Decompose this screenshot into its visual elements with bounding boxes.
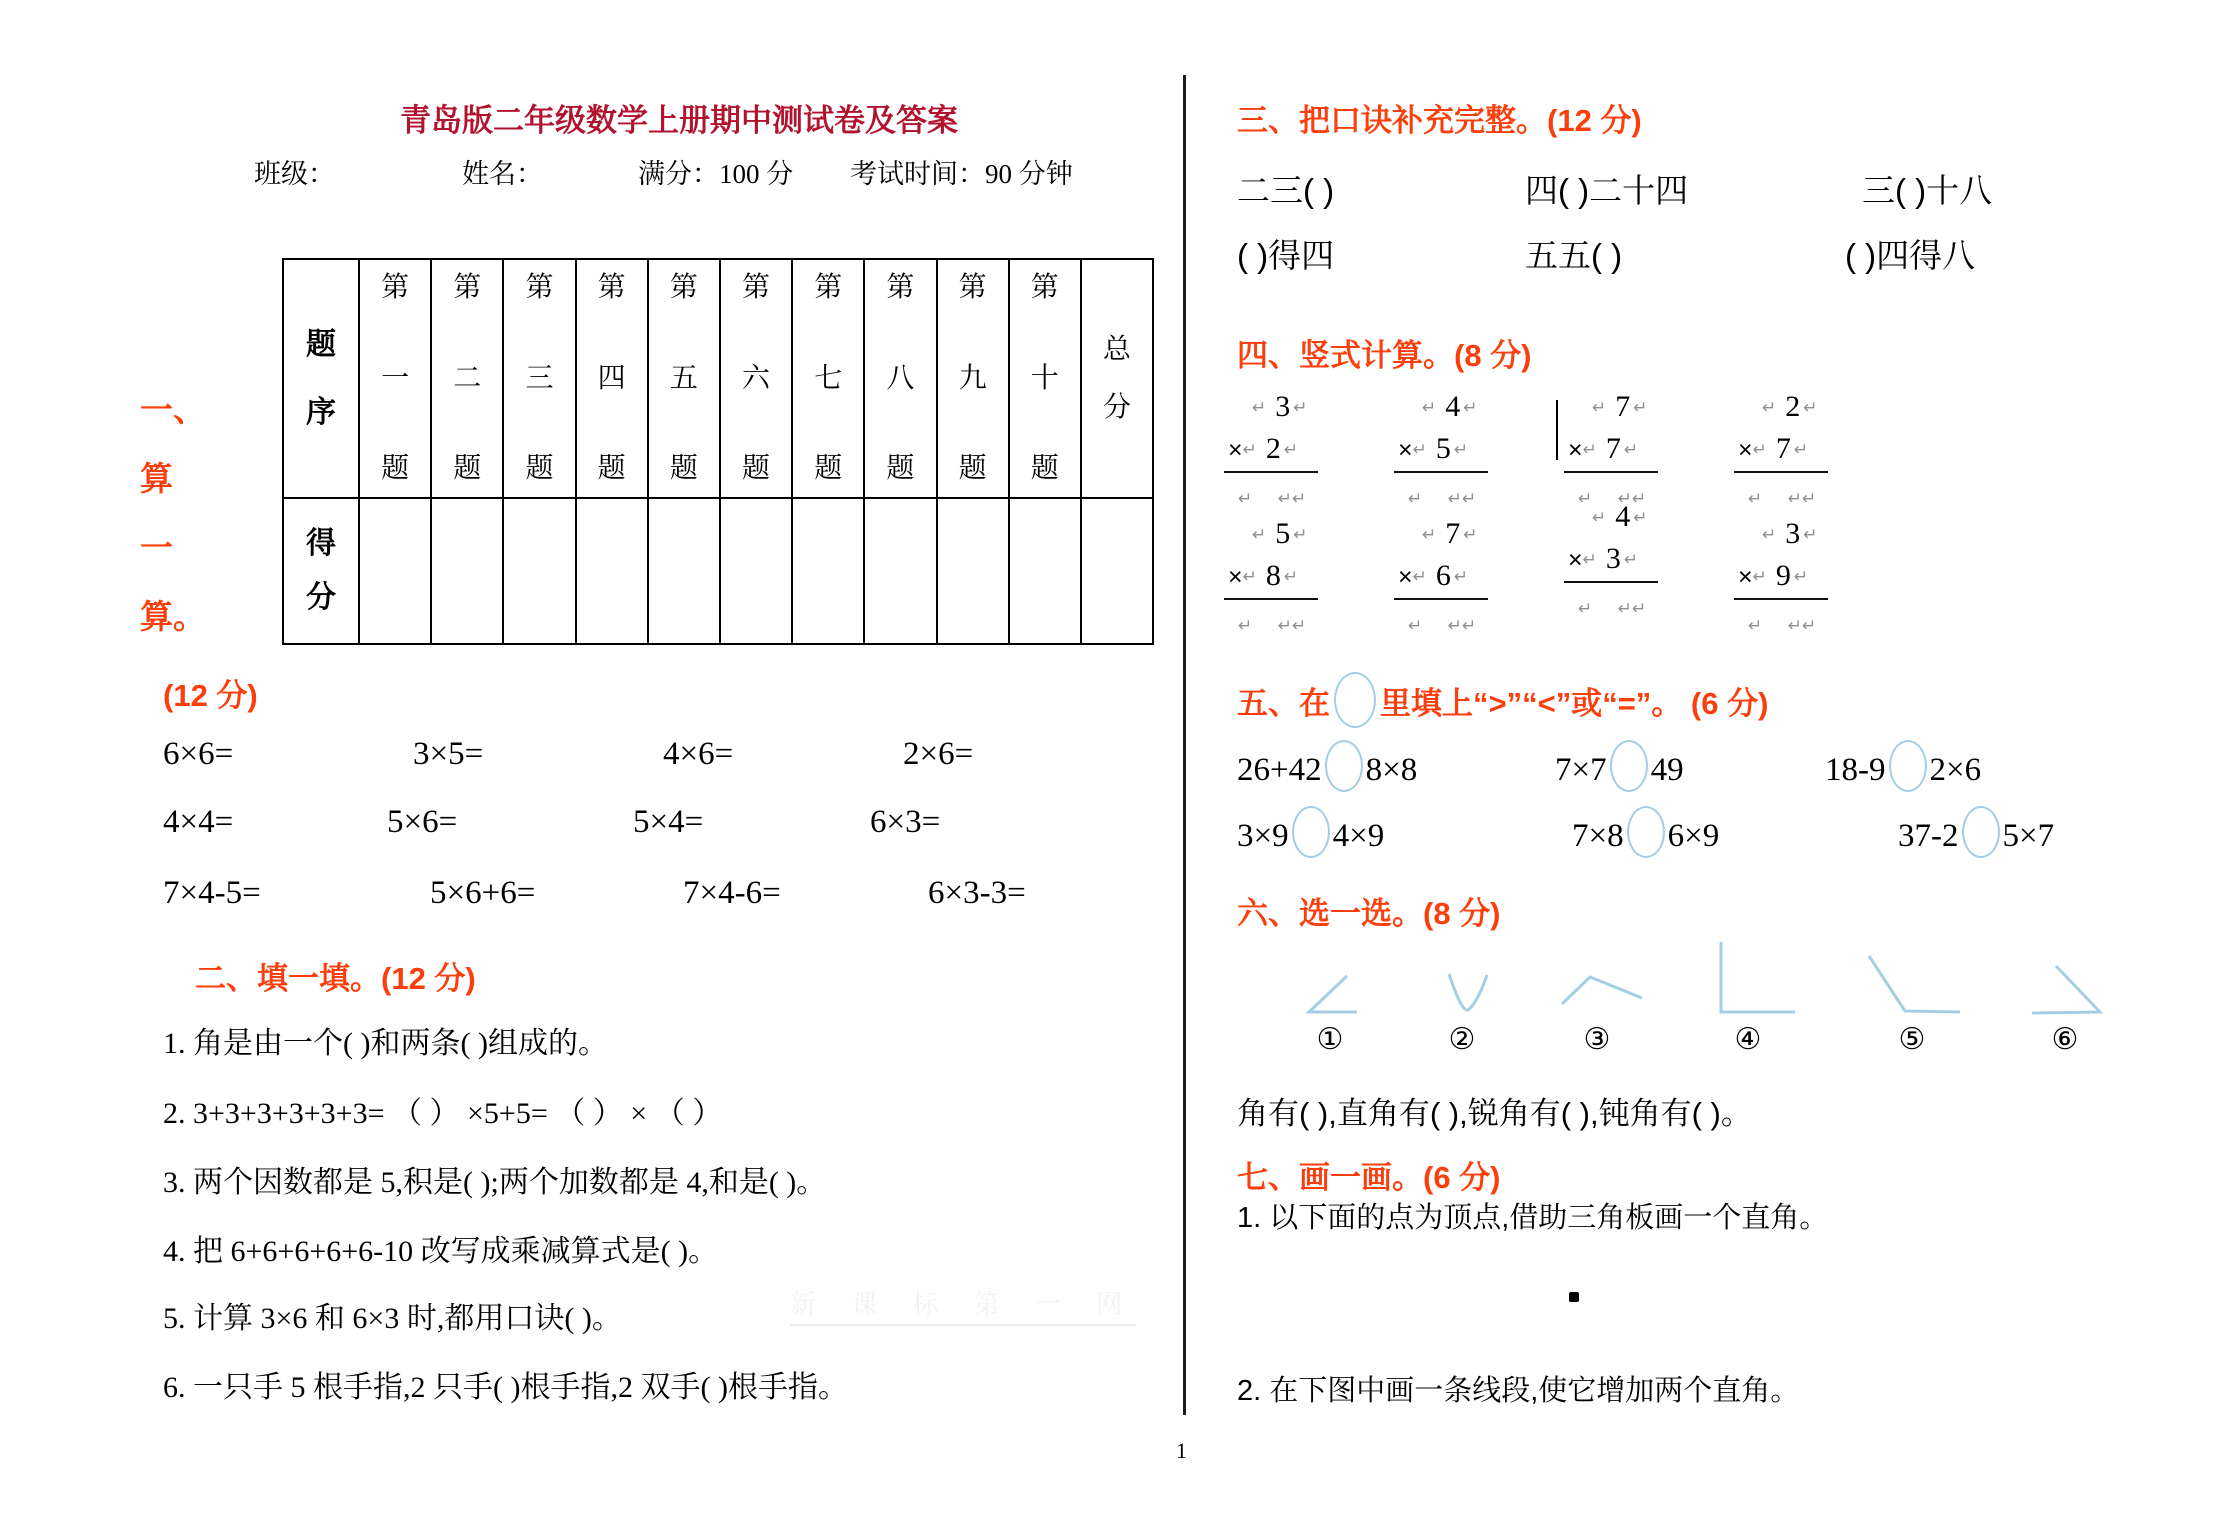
vertical-char: 题 — [306, 327, 336, 361]
pilcrow-mark: ↵↵ — [1447, 489, 1477, 509]
pilcrow-mark: ↵ — [1412, 567, 1427, 587]
pilcrow-mark: ↵↵ — [1277, 616, 1307, 636]
figure-label: ⑤ — [1898, 1023, 1926, 1056]
watermark: 新 课 标 第 一 网 — [790, 1284, 1136, 1326]
vertical-char: 分 — [1102, 391, 1131, 423]
vertical-calc — [1568, 500, 1678, 625]
vcalc-multiply-line — [1738, 559, 1848, 595]
comparison-item — [1237, 740, 1417, 792]
vertical-char: 总 — [1102, 333, 1131, 365]
pilcrow-mark: ↵ — [1293, 525, 1308, 545]
vcalc-bottom-number: 5 — [1435, 432, 1451, 465]
pilcrow-mark: ↵ — [1803, 398, 1818, 418]
figure-label: ③ — [1583, 1023, 1611, 1056]
angle-figure-6-acute-right — [2030, 964, 2104, 1016]
section1-title-char: 算。 — [140, 598, 206, 635]
vcalc-multiply-line — [1228, 432, 1338, 468]
vcalc-top-number: 7 — [1615, 390, 1631, 423]
vcalc-top-number: 3 — [1785, 517, 1801, 550]
score-table-empty-cell — [430, 499, 502, 643]
pilcrow-mark: ↵ — [1748, 489, 1788, 509]
vcalc-top-line — [1568, 500, 1678, 542]
score-table-column — [358, 260, 430, 497]
vcalc-top-line — [1228, 517, 1338, 559]
mnemonic-item: ( )得四 — [1237, 237, 1335, 274]
vertical-char: 分 — [306, 581, 336, 614]
pilcrow-mark: ↵ — [1238, 616, 1278, 636]
vertical-char: 题 — [669, 453, 698, 484]
comparison-left: 18-9 — [1825, 752, 1886, 788]
section7-item1: 1. 以下面的点为顶点,借助三角板画一个直角。 — [1237, 1202, 1829, 1234]
vertical-char: 题 — [381, 453, 410, 484]
pilcrow-mark: ↵↵ — [1447, 616, 1477, 636]
vcalc-rule — [1394, 598, 1488, 600]
vcalc-bottom-number: 9 — [1775, 559, 1791, 592]
vertical-char: 题 — [1030, 453, 1059, 484]
vertical-char: 五 — [669, 362, 698, 394]
section6-figures — [1237, 938, 2217, 1022]
angle-figure-4-right — [1718, 940, 1798, 1016]
vcalc-multiply-line — [1398, 432, 1508, 468]
comparison-item — [1898, 806, 2054, 858]
vertical-calc — [1228, 517, 1338, 642]
vertical-char: 题 — [886, 453, 915, 484]
fill-in-question: 5. 计算 3×6 和 6×3 时,都用口诀( )。 — [163, 1302, 622, 1335]
angle-figure-3-obtuse-up — [1560, 974, 1644, 1010]
score-table-column — [1008, 260, 1080, 497]
score-table-column — [575, 260, 647, 497]
section1-vertical-title — [140, 393, 206, 669]
fill-in-question: 2. 3+3+3+3+3+3= （ ） ×5+5= （ ） × （ ） — [163, 1097, 723, 1130]
section5-title — [1237, 672, 1768, 728]
vertical-char: 第 — [958, 272, 987, 303]
section5-title-pre: 五、在 — [1237, 686, 1330, 721]
score-table-empty-cell — [863, 499, 935, 643]
pilcrow-mark: ↵ — [1293, 398, 1308, 418]
score-table-empty-cell — [358, 499, 430, 643]
pilcrow-mark: ↵ — [1408, 489, 1448, 509]
math-problem: 4×6= — [663, 736, 734, 772]
fill-in-question: 4. 把 6+6+6+6+6-10 改写成乘减算式是( )。 — [163, 1235, 719, 1268]
pilcrow-mark: ↵ — [1578, 489, 1618, 509]
vcalc-top-line — [1398, 390, 1508, 432]
vertical-char: 八 — [886, 362, 915, 394]
vertical-calc — [1738, 517, 1848, 642]
section7-title: 七、画一画。(6 分) — [1237, 1160, 1501, 1195]
score-table-score-row — [284, 499, 1152, 643]
score-table-column — [1080, 260, 1152, 497]
pilcrow-mark: ↵ — [1453, 440, 1469, 460]
vcalc-multiply-line — [1398, 559, 1508, 595]
multiply-sign: × — [1568, 546, 1583, 574]
column-divider — [1183, 75, 1186, 1415]
vcalc-top-line — [1228, 390, 1338, 432]
score-table-empty-cell — [791, 499, 863, 643]
pilcrow-mark: ↵ — [1238, 489, 1278, 509]
vertex-dot — [1569, 1292, 1579, 1302]
vertical-char: 得 — [306, 527, 336, 560]
math-problem: 6×6= — [163, 736, 234, 772]
score-table-column — [863, 260, 935, 497]
vertical-char: 第 — [814, 272, 843, 303]
blank-circle-icon — [1610, 740, 1648, 792]
score-table-column — [647, 260, 719, 497]
comparison-item — [1825, 740, 1981, 792]
vertical-char: 序 — [306, 395, 336, 429]
section5-comparisons — [1237, 740, 2217, 880]
vcalc-bottom-number: 7 — [1605, 432, 1621, 465]
vertical-char: 第 — [453, 272, 482, 303]
section5-title-post: 里填上“>”“<”或“=”。 (6 分) — [1380, 686, 1769, 721]
page-number: 1 — [1176, 1438, 1187, 1463]
mnemonic-item: 四( )二十四 — [1525, 172, 1689, 209]
blank-circle-icon — [1334, 672, 1376, 728]
multiply-sign: × — [1568, 436, 1583, 464]
section1-points: (12 分) — [163, 678, 258, 713]
vcalc-answer-line — [1738, 481, 1848, 515]
section1-title-char: 一 — [140, 529, 173, 566]
math-problem: 6×3= — [870, 804, 941, 840]
score-table-empty-cell — [1008, 499, 1080, 643]
vertical-char: 第 — [381, 272, 410, 303]
figure-label: ④ — [1734, 1023, 1762, 1056]
comparison-right: 8×8 — [1365, 752, 1418, 788]
vertical-char: 二 — [453, 362, 482, 394]
pilcrow-mark: ↵ — [1592, 508, 1607, 528]
pilcrow-mark: ↵↵ — [1277, 489, 1307, 509]
vcalc-answer-line — [1738, 608, 1848, 642]
section4-problems — [1228, 390, 2208, 660]
math-problem: 5×4= — [633, 804, 704, 840]
comparison-left: 7×8 — [1572, 818, 1624, 854]
score-table-header-row — [284, 260, 1152, 499]
mnemonic-item: 二三( ) — [1237, 172, 1335, 209]
vertical-char: 十 — [1030, 362, 1059, 394]
pilcrow-mark: ↵↵ — [1787, 489, 1817, 509]
vcalc-bottom-number: 6 — [1435, 559, 1451, 592]
section6-figure-labels — [1237, 1022, 2217, 1062]
vertical-char: 三 — [525, 362, 554, 394]
name-label: 姓名： — [462, 159, 543, 189]
pilcrow-mark: ↵ — [1408, 616, 1448, 636]
vertical-calc — [1398, 390, 1508, 515]
fill-in-question: 6. 一只手 5 根手指,2 只手( )根手指,2 双手( )根手指。 — [163, 1371, 848, 1404]
blank-circle-icon — [1962, 806, 2000, 858]
comparison-right: 5×7 — [2002, 818, 2055, 854]
pilcrow-mark: ↵ — [1252, 525, 1267, 545]
pilcrow-mark: ↵ — [1463, 525, 1478, 545]
pilcrow-mark: ↵ — [1752, 440, 1767, 460]
vertical-char: 第 — [886, 272, 915, 303]
mnemonic-item: 五五( ) — [1525, 237, 1623, 274]
multiply-sign: × — [1398, 436, 1413, 464]
multiply-sign: × — [1228, 563, 1243, 591]
score-table-column — [936, 260, 1008, 497]
blank-circle-icon — [1292, 806, 1330, 858]
multiply-sign: × — [1228, 436, 1243, 464]
vcalc-top-number: 5 — [1275, 517, 1291, 550]
mnemonic-item: ( )四得八 — [1845, 237, 1976, 274]
pilcrow-mark: ↵ — [1793, 440, 1809, 460]
figure-label: ① — [1316, 1023, 1344, 1056]
comparison-right: 49 — [1650, 752, 1684, 788]
score-table — [282, 258, 1154, 645]
vcalc-bottom-number: 7 — [1775, 432, 1791, 465]
vertical-char: 题 — [525, 453, 554, 484]
comparison-left: 7×7 — [1555, 752, 1607, 788]
vcalc-rule — [1734, 598, 1828, 600]
score-table-empty-cell — [575, 499, 647, 643]
angle-figure-2-narrow — [1445, 972, 1491, 1014]
score-table-empty-cell — [719, 499, 791, 643]
fill-in-question: 3. 两个因数都是 5,积是( );两个加数都是 4,和是( )。 — [163, 1166, 827, 1199]
multiply-sign: × — [1738, 563, 1753, 591]
comparison-right: 6×9 — [1667, 818, 1720, 854]
score-table-column — [502, 260, 574, 497]
score-table-column — [791, 260, 863, 497]
vertical-char: 六 — [742, 362, 771, 394]
vertical-char: 题 — [453, 453, 482, 484]
pilcrow-mark: ↵ — [1283, 440, 1299, 460]
vcalc-rule — [1224, 471, 1318, 473]
vcalc-answer-line — [1228, 481, 1338, 515]
vcalc-rule — [1394, 471, 1488, 473]
section7-item2: 2. 在下图中画一条线段,使它增加两个直角。 — [1237, 1375, 1800, 1407]
section2-items — [163, 1018, 1173, 1438]
multiply-sign: × — [1738, 436, 1753, 464]
vertical-char: 七 — [814, 362, 843, 394]
section1-title-char: 一、 — [140, 391, 206, 428]
pilcrow-mark: ↵↵ — [1617, 599, 1647, 619]
pilcrow-mark: ↵ — [1748, 616, 1788, 636]
exam-time-label: 考试时间：90 分钟 — [850, 159, 1073, 189]
section2-title: 二、填一填。(12 分) — [195, 961, 476, 996]
vcalc-rule — [1564, 581, 1658, 583]
section1-problems — [163, 736, 1163, 916]
vcalc-top-number: 3 — [1275, 390, 1291, 423]
multiply-sign: × — [1398, 563, 1413, 591]
comparison-left: 37-2 — [1898, 818, 1959, 854]
vertical-char: 第 — [669, 272, 698, 303]
vertical-char: 题 — [597, 453, 626, 484]
vcalc-answer-line — [1398, 481, 1508, 515]
vertical-char: 四 — [597, 362, 626, 394]
vcalc-multiply-line — [1568, 542, 1678, 578]
pilcrow-mark: ↵ — [1422, 525, 1437, 545]
pilcrow-mark: ↵ — [1803, 525, 1818, 545]
vertical-char: 题 — [958, 453, 987, 484]
vertical-calc — [1398, 517, 1508, 642]
math-problem: 4×4= — [163, 804, 234, 840]
vertical-char: 第 — [742, 272, 771, 303]
pilcrow-mark: ↵ — [1412, 440, 1427, 460]
pilcrow-mark: ↵ — [1762, 398, 1777, 418]
figure-label: ② — [1448, 1023, 1476, 1056]
vcalc-answer-line — [1398, 608, 1508, 642]
comparison-item — [1555, 740, 1684, 792]
vcalc-top-line — [1568, 390, 1678, 432]
pilcrow-mark: ↵ — [1242, 567, 1257, 587]
pilcrow-mark: ↵ — [1762, 525, 1777, 545]
pilcrow-mark: ↵ — [1592, 398, 1607, 418]
fill-in-question: 1. 角是由一个( )和两条( )组成的。 — [163, 1027, 608, 1060]
pilcrow-mark: ↵ — [1752, 567, 1767, 587]
pilcrow-mark: ↵ — [1463, 398, 1478, 418]
vertical-char: 九 — [958, 362, 987, 394]
vcalc-multiply-line — [1738, 432, 1848, 468]
vcalc-answer-line — [1568, 591, 1678, 625]
class-label: 班级： — [254, 159, 335, 189]
angle-figure-1-acute — [1305, 974, 1357, 1016]
pilcrow-mark: ↵ — [1283, 567, 1299, 587]
math-problem: 7×4-5= — [163, 875, 261, 911]
comparison-right: 2×6 — [1929, 752, 1982, 788]
vcalc-multiply-line — [1228, 559, 1338, 595]
score-table-empty-cell — [1080, 499, 1152, 643]
vcalc-bottom-number: 3 — [1605, 542, 1621, 575]
math-problem: 6×3-3= — [928, 875, 1026, 911]
pilcrow-mark: ↵ — [1578, 599, 1618, 619]
score-table-score-label — [284, 499, 358, 643]
pilcrow-mark: ↵ — [1623, 550, 1639, 570]
vertical-char: 第 — [525, 272, 554, 303]
vcalc-multiply-line — [1568, 432, 1678, 468]
pilcrow-mark: ↵ — [1582, 440, 1597, 460]
math-problem: 3×5= — [413, 736, 484, 772]
vertical-char: 第 — [597, 272, 626, 303]
pilcrow-mark: ↵ — [1793, 567, 1809, 587]
vertical-calc — [1228, 390, 1338, 515]
comparison-item — [1572, 806, 1719, 858]
vcalc-top-line — [1738, 517, 1848, 559]
math-problem: 5×6= — [387, 804, 458, 840]
score-table-empty-cell — [502, 499, 574, 643]
vcalc-top-line — [1398, 517, 1508, 559]
pilcrow-mark: ↵↵ — [1787, 616, 1817, 636]
section3-title: 三、把口诀补充完整。(12 分) — [1237, 103, 1642, 138]
vcalc-bottom-number: 2 — [1265, 432, 1281, 465]
text-cursor — [1556, 400, 1558, 460]
score-table-column — [719, 260, 791, 497]
vcalc-top-number: 4 — [1615, 500, 1631, 533]
vcalc-top-number: 7 — [1445, 517, 1461, 550]
blank-circle-icon — [1889, 740, 1927, 792]
pilcrow-mark: ↵ — [1582, 550, 1597, 570]
vcalc-top-line — [1738, 390, 1848, 432]
section3-rows — [1237, 165, 2217, 295]
score-table-empty-cell — [647, 499, 719, 643]
section1-title-char: 算 — [140, 460, 173, 497]
blank-circle-icon — [1627, 806, 1665, 858]
math-problem: 5×6+6= — [430, 875, 536, 911]
comparison-item — [1237, 806, 1384, 858]
math-problem: 7×4-6= — [683, 875, 781, 911]
vertical-calc — [1738, 390, 1848, 515]
page-title: 青岛版二年级数学上册期中测试卷及答案 — [400, 103, 958, 138]
vcalc-rule — [1564, 471, 1658, 473]
vertical-char: 一 — [381, 362, 410, 394]
vcalc-bottom-number: 8 — [1265, 559, 1281, 592]
pilcrow-mark: ↵↵ — [1617, 489, 1647, 509]
pilcrow-mark: ↵ — [1633, 398, 1648, 418]
pilcrow-mark: ↵ — [1242, 440, 1257, 460]
vcalc-answer-line — [1228, 608, 1338, 642]
vcalc-rule — [1734, 471, 1828, 473]
section6-title: 六、选一选。(8 分) — [1237, 896, 1501, 931]
section4-title: 四、竖式计算。(8 分) — [1237, 338, 1532, 373]
pilcrow-mark: ↵ — [1453, 567, 1469, 587]
score-table-empty-cell — [936, 499, 1008, 643]
vertical-calc — [1568, 390, 1678, 515]
angle-figure-5-obtuse — [1865, 954, 1963, 1016]
pilcrow-mark: ↵ — [1623, 440, 1639, 460]
comparison-right: 4×9 — [1332, 818, 1385, 854]
comparison-left: 3×9 — [1237, 818, 1289, 854]
vertical-char: 题 — [742, 453, 771, 484]
full-score-label: 满分：100 分 — [638, 159, 794, 189]
score-table-column — [430, 260, 502, 497]
comparison-left: 26+42 — [1237, 752, 1322, 788]
vcalc-top-number: 2 — [1785, 390, 1801, 423]
pilcrow-mark: ↵ — [1252, 398, 1267, 418]
figure-label: ⑥ — [2051, 1023, 2079, 1056]
math-problem: 2×6= — [903, 736, 974, 772]
vcalc-top-number: 4 — [1445, 390, 1461, 423]
score-table-header-label — [284, 260, 358, 497]
vcalc-rule — [1224, 598, 1318, 600]
vertical-char: 第 — [1030, 272, 1059, 303]
section6-answer-line: 角有( ),直角有( ),锐角有( ),钝角有( )。 — [1237, 1096, 1752, 1131]
vertical-char: 题 — [814, 453, 843, 484]
pilcrow-mark: ↵ — [1633, 508, 1648, 528]
pilcrow-mark: ↵ — [1422, 398, 1437, 418]
blank-circle-icon — [1325, 740, 1363, 792]
mnemonic-item: 三( )十八 — [1862, 172, 1993, 209]
